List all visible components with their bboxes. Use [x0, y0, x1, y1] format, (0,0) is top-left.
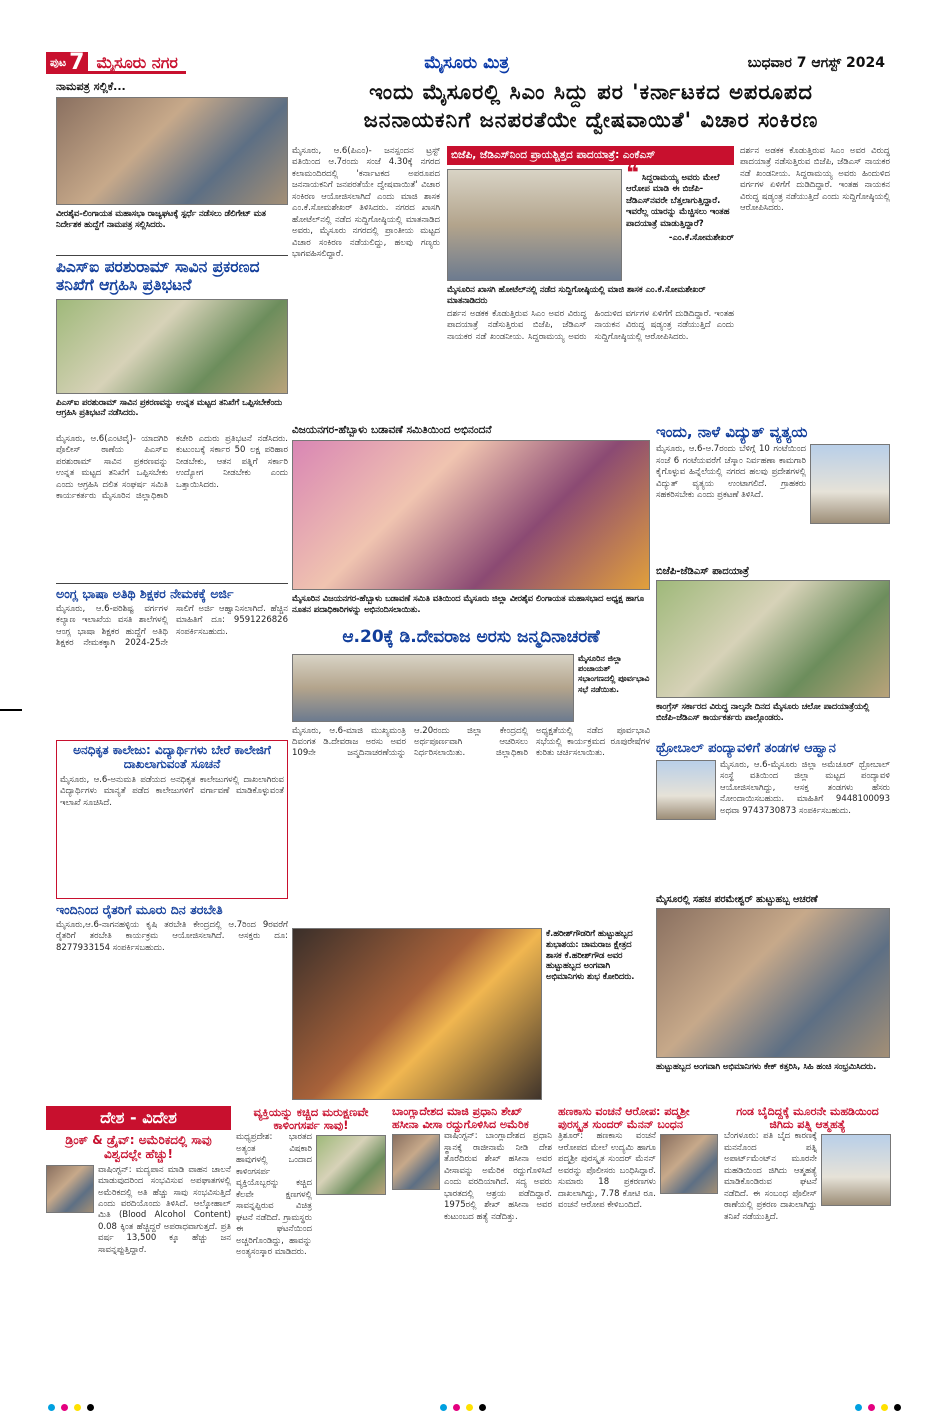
print-registration-dots-center — [440, 1404, 486, 1414]
menon-body: ತ್ರಿಶೂರ್: ಹಣಕಾಸು ವಂಚನೆ ಆರೋಪದ ಮೇಲೆ ಉದ್ಯಮಿ ಹಾಗೂ ಪದ್ಮಶ್ರೀ ಪುರಸ್ಕೃತ ಸುಂದರ್ ಮೆನನ್ ಅವರನ್ನು ಪೊಲೀಸರು ಬಂಧಿಸಿದ್ದಾರೆ. ಸುಮಾರು 18 ಪ್ರಕರಣಗಳು ದಾಖಲಾಗಿದ್ದು, 7.78 ಕೋಟಿ ರೂ. ವಂಚನೆ ಆರೋಪ ಕೇಳಿಬಂದಿದೆ. — [558, 1131, 656, 1211]
meeting-photo — [292, 654, 574, 722]
padayatra-kicker: ಬಿಜೆಪಿ-ಜೆಡಿಎಸ್ ಪಾದಯಾತ್ರೆ — [656, 566, 750, 577]
harish-story — [292, 928, 650, 1100]
quote-mark-icon: ❝ — [626, 161, 639, 186]
snake-body: ಮಧ್ಯಪ್ರದೇಶ: ಭಾರತದ ಅತ್ಯಂತ ವಿಷಕಾರಿ ಹಾವುಗಳಲ್ಲಿ ಒಂದಾದ ಕಾಳಿಂಗಸರ್ಪ ವ್ಯಕ್ತಿಯೊಬ್ಬರನ್ನು ಕಚ್ಚಿದ ಕೆಲವೇ ಕ್ಷಣಗಳಲ್ಲಿ ಸಾವನ್ನಪ್ಪಿರುವ ವಿಚಿತ್ರ ಘಟನೆ ನಡೆದಿದೆ. ಗ್ರಾಮಸ್ಥರು ಈ ಘಟನೆಯಿಂದ ಅಚ್ಚರಿಗೊಂಡಿದ್ದು, ಹಾವನ್ನು ಅಂತ್ಯಸಂಸ್ಕಾರ ಮಾಡಿದರು. — [236, 1132, 312, 1258]
lead-col1 — [292, 146, 440, 416]
page-number: 7 — [69, 50, 85, 75]
snake-story — [236, 1106, 386, 1396]
press-meet-caption: ಮೈಸೂರಿನ ಖಾಸಗಿ ಹೋಟೆಲ್‌ನಲ್ಲಿ ನಡೆದ ಸುದ್ದಿಗೋಷ್ಠಿಯಲ್ಲಿ ಮಾಜಿ ಶಾಸಕ ಎಂ.ಕೆ.ಸೋಮಶೇಖರ್ ಮಾತನಾಡಿದರು — [447, 284, 706, 305]
black-dot — [479, 1404, 486, 1411]
teacher-headline: ಅಂಗ್ಲ ಭಾಷಾ ಅತಿಥಿ ಶಿಕ್ಷಕರ ನೇಮಕಕ್ಕೆ ಅರ್ಜಿ — [56, 585, 234, 601]
cyan-dot — [440, 1404, 447, 1411]
hasina-story — [392, 1106, 552, 1396]
drink-drive-headline: ಡ್ರಿಂಕ್ & ಡ್ರೈವ್: ಅಮೆರಿಕದಲ್ಲಿ ಸಾವು ವಿಶ್ವದಲ್ಲೇ ಹೆಚ್ಚು! — [65, 1134, 212, 1161]
birthday-photo — [656, 908, 890, 1058]
masthead: ಮೈಸೂರು ಮಿತ್ರ — [424, 53, 510, 73]
lead-body-center: ದರ್ಶನ ಅಡಕಕ ಕೊಡುತ್ತಿರುವ ಸಿಎಂ ಅವರ ವಿರುದ್ಧ ಪಾದಯಾತ್ರೆ ನಡೆಸುತ್ತಿರುವ ಬಿಜೆಪಿ, ಜೆಡಿಎಸ್ ನಾಯಕರ ನಡೆ ಖಂಡನೀಯ. ಸಿದ್ದರಾಮಯ್ಯ ಅವರು ಹಿಂದುಳಿದ ವರ್ಗಗಳ ಏಳಿಗೆಗೆ ದುಡಿದಿದ್ದಾರೆ. ಇಂತಹ ನಾಯಕನ ವಿರುದ್ಧ ಷಡ್ಯಂತ್ರ ನಡೆಯುತ್ತಿದೆ ಎಂದು ಸುದ್ದಿಗೋಷ್ಠಿಯಲ್ಲಿ ಆರೋಪಿಸಿದರು. — [447, 308, 734, 342]
devaraj-headline: ಆ.20ಕ್ಕೆ ಡಿ.ದೇವರಾಜ ಅರಸು ಜನ್ಮದಿನಾಚರಣೆ — [342, 628, 600, 647]
black-dot — [87, 1404, 94, 1411]
power-story — [656, 424, 890, 564]
magenta-dot — [453, 1404, 460, 1411]
lead-headline-line2: ಜನನಾಯಕನಿಗೆ ಜನಪರತೆಯೇ ದ್ವೇಷವಾಯಿತೆ' ವಿಚಾರ ಸಂಕಿರಣ — [363, 108, 819, 133]
cyan-dot — [48, 1404, 55, 1411]
divider — [56, 583, 288, 584]
drink-drive-photo — [46, 1165, 94, 1213]
section-tag: ದೇಶ - ವಿದೇಶ — [46, 1106, 231, 1130]
padayatra-caption: ಕಾಂಗ್ರೆಸ್ ಸರ್ಕಾರದ ವಿರುದ್ಧ ನಾಲ್ಕನೇ ದಿನದ ಮೈಸೂರು ಚಲೋ ಪಾದಯಾತ್ರೆಯಲ್ಲಿ ಬಿಜೆಪಿ-ಜೆಡಿಎಸ್ ಕಾರ್ಯಕರ್ತರು ಪಾಲ್ಗೊಂಡರು. — [656, 701, 870, 722]
felicitation-caption: ಮೈಸೂರಿನ ವಿಜಯನಗರ-ಹೆಬ್ಬಾಳು ಬಡಾವಣೆ ಸಮಿತಿ ವತಿಯಿಂದ ಮೈಸೂರು ಜಿಲ್ಲಾ ವೀರಶೈವ ಲಿಂಗಾಯತ ಮಹಾಸಭಾದ ಅಧ್ಯಕ್ಷ ಹಾಗೂ ನೂತನ ಪದಾಧಿಕಾರಿಗಳನ್ನು ಅಭಿನಂದಿಸಲಾಯಿತು. — [292, 593, 645, 614]
snake-photo — [316, 1135, 386, 1195]
devaraj-body: ಮೈಸೂರು, ಆ.6-ಮಾಜಿ ಮುಖ್ಯಮಂತ್ರಿ ದಿವಂಗತ ಡಿ.ದೇವರಾಜ ಅರಸು ಅವರ 109ನೇ ಜನ್ಮದಿನಾಚರಣೆಯನ್ನು ಆ.20ರಂದು ಜಿಲ್ಲಾ ಕೇಂದ್ರದಲ್ಲಿ ಅರ್ಥಪೂರ್ಣವಾಗಿ ಆಚರಿಸಲು ನಿರ್ಧರಿಸಲಾಯಿತು. ಜಿಲ್ಲಾಧಿಕಾರಿ ಅಧ್ಯಕ್ಷತೆಯಲ್ಲಿ ನಡೆದ ಪೂರ್ವಭಾವಿ ಸಭೆಯಲ್ಲಿ ಕಾರ್ಯಕ್ರಮದ ರೂಪುರೇಷೆಗಳ ಕುರಿತು ಚರ್ಚಿಸಲಾಯಿತು. — [292, 725, 650, 759]
harish-birthday-photo — [292, 928, 542, 1100]
protest-caption: ಪಿಎಸ್‌ಐ ಪರಶುರಾಮ್ ಸಾವಿನ ಪ್ರಕರಣವನ್ನು ಉನ್ನತ ಮಟ್ಟದ ತನಿಖೆಗೆ ಒಪ್ಪಿಸಬೇಕೆಂದು ಆಗ್ರಹಿಸಿ ಪ್ರತಿಭಟನೆ ನಡೆಸಿದರು. — [56, 396, 283, 418]
section-city: ಮೈಸೂರು ನಗರ — [88, 52, 185, 74]
meeting-caption: ಮೈಸೂರಿನ ಜಿಲ್ಲಾ ಪಂಚಾಯತ್ ಸಭಾಂಗಣದಲ್ಲಿ ಪೂರ್ವಭಾವಿ ಸಭೆ ನಡೆಯಿತು. — [578, 653, 650, 694]
print-registration-dots-right — [855, 1404, 901, 1414]
padayatra-photo — [656, 580, 890, 698]
quote-attribution: -ಎಂ.ಕೆ.ಸೋಮಶೇಖರ್ — [668, 233, 734, 244]
hasina-body: ವಾಷಿಂಗ್ಟನ್: ಬಾಂಗ್ಲಾದೇಶದ ಪ್ರಧಾನಿ ಸ್ಥಾನಕ್ಕೆ ರಾಜೀನಾಮೆ ನೀಡಿ ದೇಶ ತೊರೆದಿರುವ ಶೇಖ್ ಹಸೀನಾ ಅವರ ವೀಸಾವನ್ನು ಅಮೆರಿಕ ರದ್ದುಗೊಳಿಸಿದೆ ಎಂದು ವರದಿಯಾಗಿದೆ. ಸದ್ಯ ಅವರು ಭಾರತದಲ್ಲಿ ಆಶ್ರಯ ಪಡೆದಿದ್ದಾರೆ. 1975ರಲ್ಲಿ ಶೇಖ್ ಹಸೀನಾ ಅವರ ಕುಟುಂಬದ ಹತ್ಯೆ ನಡೆದಿತ್ತು. — [444, 1131, 552, 1222]
nomination-caption: ವೀರಶೈವ-ಲಿಂಗಾಯತ ಮಹಾಸಭಾ ರಾಜ್ಯಘಟಕ್ಕೆ ಸ್ಪರ್ಧೆ ನಡೆಸಲು ಡೆಲಿಗೇಟ್ ಮತ ನಿರ್ದೇಶಕ ಹುದ್ದೆಗೆ ನಾಮಪತ್ರ ಸಲ್ಲಿಸಿದರು. — [56, 208, 266, 229]
harish-caption: ಕೆ.ಹರೀಶ್‌ಗೌಡರಿಗೆ ಹುಟ್ಟುಹಬ್ಬದ ಶುಭಾಶಯ: ಚಾಮರಾಜ ಕ್ಷೇತ್ರದ ಶಾಸಕ ಕೆ.ಹರೀಶ್‌ಗೌಡ ಅವರ ಹುಟ್ಟುಹಬ್ಬದ ಅಂಗವಾಗಿ ಅಭಿಮಾನಿಗಳು ಶುಭ ಕೋರಿದರು. — [546, 928, 635, 982]
college-body: ಮೈಸೂರು, ಆ.6-ಅನುಮತಿ ಪಡೆಯದ ಅನಧಿಕೃತ ಕಾಲೇಜುಗಳಲ್ಲಿ ದಾಖಲಾಗಿರುವ ವಿದ್ಯಾರ್ಥಿಗಳು ಮಾನ್ಯತೆ ಪಡೆದ ಕಾಲೇಜುಗಳಿಗೆ ವರ್ಗಾವಣೆ ಮಾಡಿಕೊಳ್ಳುವಂತೆ ಇಲಾಖೆ ಸೂಚಿಸಿದೆ. — [60, 774, 284, 808]
lead-body-3: ದರ್ಶನ ಅಡಕಕ ಕೊಡುತ್ತಿರುವ ಸಿಎಂ ಅವರ ವಿರುದ್ಧ ಪಾದಯಾತ್ರೆ ನಡೆಸುತ್ತಿರುವ ಬಿಜೆಪಿ, ಜೆಡಿಎಸ್ ನಾಯಕರ ನಡೆ ಖಂಡನೀಯ. ಸಿದ್ದರಾಮಯ್ಯ ಅವರು ಹಿಂದುಳಿದ ವರ್ಗಗಳ ಏಳಿಗೆಗೆ ದುಡಿದಿದ್ದಾರೆ. ಇಂತಹ ನಾಯಕನ ವಿರುದ್ಧ ಷಡ್ಯಂತ್ರ ನಡೆಯುತ್ತಿದೆ ಎಂದು ಸುದ್ದಿಗೋಷ್ಠಿಯಲ್ಲಿ ಆರೋಪಿಸಿದರು. — [740, 146, 890, 214]
lead-center — [447, 146, 734, 416]
suicide-photo — [821, 1134, 891, 1206]
lead-quote — [626, 161, 734, 281]
hasina-photo — [392, 1134, 440, 1190]
page-label: ಪುಟ — [50, 56, 67, 69]
national-international-section — [46, 1106, 891, 1398]
training-headline: ಇಂದಿನಿಂದ ರೈತರಿಗೆ ಮೂರು ದಿನ ತರಬೇತಿ — [56, 901, 223, 917]
training-body: ಮೈಸೂರು,ಆ.6-ನಾಗನಹಳ್ಳಿಯ ಕೃಷಿ ತರಬೇತಿ ಕೇಂದ್ರದಲ್ಲಿ ಆ.7ರಿಂದ 9ರವರೆಗೆ ರೈತರಿಗೆ ತರಬೇತಿ ಕಾರ್ಯಕ್ರಮ ಆಯೋಜಿಸಲಾಗಿದೆ. ಆಸಕ್ತರು ದೂ: 8277933154 ಸಂಪರ್ಕಿಸಬಹುದು. — [56, 919, 288, 953]
page-number-tag — [46, 52, 88, 74]
throwball-body: ಮೈಸೂರು, ಆ.6-ಮೈಸೂರು ಜಿಲ್ಲಾ ಅಮೆಚೂರ್ ಥ್ರೋಬಾಲ್ ಸಂಸ್ಥೆ ವತಿಯಿಂದ ಜಿಲ್ಲಾ ಮಟ್ಟದ ಪಂದ್ಯಾವಳಿ ಆಯೋಜಿಸಲಾಗಿದ್ದು, ಆಸಕ್ತ ತಂಡಗಳು ಹೆಸರು ನೋಂದಾಯಿಸಬಹುದು. ಮಾಹಿತಿಗೆ 9448100093 ಅಥವಾ 9743730873 ಸಂಪರ್ಕಿಸಬಹುದು. — [720, 759, 890, 816]
magenta-dot — [868, 1404, 875, 1411]
suicide-story — [724, 1106, 891, 1396]
birthday-caption: ಹುಟ್ಟುಹಬ್ಬದ ಅಂಗವಾಗಿ ಅಭಿಮಾನಿಗಳು ಕೇಕ್ ಕತ್ತರಿಸಿ, ಸಿಹಿ ಹಂಚಿ ಸಂಭ್ರಮಿಸಿದರು. — [656, 1061, 877, 1071]
nomination-photo — [56, 97, 288, 205]
divider — [56, 255, 288, 256]
throwball-photo — [656, 760, 716, 820]
page-header — [46, 50, 891, 76]
psi-headline: ಪಿಎಸ್‌ಐ ಪರಶುರಾಮ್ ಸಾವಿನ ಪ್ರಕರಣದ ತನಿಖೆಗೆ ಆಗ್ರಹಿಸಿ ಪ್ರತಿಭಟನೆ — [56, 258, 260, 294]
throwball-headline: ಥ್ರೋಬಾಲ್ ಪಂದ್ಯಾವಳಿಗೆ ತಂಡಗಳ ಆಹ್ವಾನ — [656, 742, 836, 756]
press-meet-photo — [447, 169, 622, 281]
college-notice-box — [56, 740, 288, 899]
lead-col3 — [740, 146, 890, 416]
nomination-kicker: ನಾಮಪತ್ರ ಸಲ್ಲಿಕೆ... — [56, 80, 126, 93]
yellow-dot — [74, 1404, 81, 1411]
protest-photo — [56, 299, 288, 394]
transmission-tower-photo — [810, 444, 890, 524]
padayatra-story — [656, 566, 890, 738]
birthday-story — [656, 894, 890, 1100]
menon-headline: ಹಣಕಾಸು ವಂಚನೆ ಆರೋಪ: ಪದ್ಮಶ್ರೀ ಪುರಸ್ಕೃತ ಸುಂದರ್ ಮೆನನ್ ಬಂಧನ — [558, 1106, 690, 1131]
snake-headline: ವ್ಯಕ್ತಿಯನ್ನು ಕಚ್ಚಿದ ಮರುಕ್ಷಣವೇ ಕಾಳಿಂಗಸರ್ಪ ಸಾವು! — [253, 1106, 369, 1133]
lead-story — [292, 80, 890, 420]
menon-story — [558, 1106, 718, 1396]
teacher-body: ಮೈಸೂರು, ಆ.6-ಪರಿಶಿಷ್ಟ ವರ್ಗಗಳ ಕಲ್ಯಾಣ ಇಲಾಖೆಯ ವಸತಿ ಶಾಲೆಗಳಲ್ಲಿ ಆಂಗ್ಲ ಭಾಷಾ ಶಿಕ್ಷಕರ ಹುದ್ದೆಗೆ ಅತಿಥಿ ಶಿಕ್ಷಕರ ನೇಮಕಕ್ಕಾಗಿ 2024-25ನೇ ಸಾಲಿಗೆ ಅರ್ಜಿ ಆಹ್ವಾನಿಸಲಾಗಿದೆ. ಹೆಚ್ಚಿನ ಮಾಹಿತಿಗೆ ದೂ: 9591226826 ಸಂಪರ್ಕಿಸಬಹುದು. — [56, 604, 288, 649]
yellow-dot — [466, 1404, 473, 1411]
magenta-dot — [61, 1404, 68, 1411]
lead-headline-line1: ಇಂದು ಮೈಸೂರಲ್ಲಿ ಸಿಎಂ ಸಿದ್ದು ಪರ 'ಕರ್ನಾಟಕದ ಅಪರೂಪದ — [369, 80, 813, 104]
margin-mark — [0, 709, 22, 711]
power-headline: ಇಂದು, ನಾಳೆ ವಿದ್ಯುತ್ ವ್ಯತ್ಯಯ — [656, 424, 808, 441]
devaraj-story — [292, 628, 650, 928]
psi-body: ಮೈಸೂರು, ಆ.6(ಎಂಟಿವೈ)- ಯಾದಗಿರಿ ಪೊಲೀಸ್ ಠಾಣೆಯ ಪಿಎಸ್‌ಐ ಪರಶುರಾಮ್ ಸಾವಿನ ಪ್ರಕರಣವನ್ನು ಉನ್ನತ ಮಟ್ಟದ ತನಿಖೆಗೆ ಒಪ್ಪಿಸಬೇಕು ಎಂದು ಆಗ್ರಹಿಸಿ ದಲಿತ ಸಂಘರ್ಷ ಸಮಿತಿ ಕಾರ್ಯಕರ್ತರು ಮೈಸೂರಿನ ಜಿಲ್ಲಾಧಿಕಾರಿ ಕಚೇರಿ ಎದುರು ಪ್ರತಿಭಟನೆ ನಡೆಸಿದರು. ಕುಟುಂಬಕ್ಕೆ ಸರ್ಕಾರ 50 ಲಕ್ಷ ಪರಿಹಾರ ನೀಡಬೇಕು, ಆತನ ಪತ್ನಿಗೆ ಸರ್ಕಾರಿ ಉದ್ಯೋಗ ನೀಡಬೇಕು ಎಂದು ಒತ್ತಾಯಿಸಿದರು. — [56, 433, 288, 501]
power-body: ಮೈಸೂರು, ಆ.6-ಆ.7ರಂದು ಬೆಳಿಗ್ಗೆ 10 ಗಂಟೆಯಿಂದ ಸಂಜೆ 6 ಗಂಟೆಯವರೆಗೆ ಚೆಸ್ಕಾಂ ನಿರ್ವಹಣಾ ಕಾಮಗಾರಿ ಕೈಗೊಳ್ಳುವ ಹಿನ್ನೆಲೆಯಲ್ಲಿ ನಗರದ ಹಲವು ಪ್ರದೇಶಗಳಲ್ಲಿ ವಿದ್ಯುತ್ ವ್ಯತ್ಯಯ ಉಂಟಾಗಲಿದೆ. ಗ್ರಾಹಕರು ಸಹಕರಿಸಬೇಕು ಎಂದು ಪ್ರಕಟಣೆ ತಿಳಿಸಿದೆ. — [656, 444, 806, 501]
suicide-headline: ಗಂಡ ಬೈದಿದ್ದಕ್ಕೆ ಮೂರನೇ ಮಹಡಿಯಿಂದ ಜಿಗಿದು ಪತ್ನಿ ಆತ್ಮಹತ್ಯೆ — [736, 1106, 879, 1131]
college-headline: ಅನಧಿಕೃತ ಕಾಲೇಜು: ವಿದ್ಯಾರ್ಥಿಗಳು ಬೇರೆ ಕಾಲೇಜಿಗೆ ದಾಖಲಾಗುವಂತೆ ಸೂಚನೆ — [73, 743, 271, 771]
throwball-story — [656, 742, 890, 892]
drink-drive-story — [46, 1134, 231, 1396]
dateline: ಬುಧವಾರ 7 ಆಗಸ್ಟ್ 2024 — [747, 55, 885, 71]
drink-drive-body: ವಾಷಿಂಗ್ಟನ್: ಮದ್ಯಪಾನ ಮಾಡಿ ವಾಹನ ಚಾಲನೆ ಮಾಡುವುದರಿಂದ ಸಂಭವಿಸುವ ಅಪಘಾತಗಳಲ್ಲಿ ಅಮೆರಿಕದಲ್ಲಿ ಅತಿ ಹೆಚ್ಚು ಸಾವು ಸಂಭವಿಸುತ್ತಿದೆ ಎಂದು ವರದಿಯೊಂದು ತಿಳಿಸಿದೆ. ಆಲ್ಕೋಹಾಲ್ ಮಿತಿ (Blood Alcohol Content) 0.08 ಕ್ಕಿಂತ ಹೆಚ್ಚಿದ್ದರೆ ಅಪರಾಧವಾಗುತ್ತದೆ. ಪ್ರತಿ ವರ್ಷ 13,500 ಕ್ಕೂ ಹೆಚ್ಚು ಜನ ಸಾವನ್ನಪ್ಪುತ್ತಿದ್ದಾರೆ. — [98, 1164, 231, 1255]
lead-body-1: ಮೈಸೂರು, ಆ.6(ಪಿಎಂ)- ಜನಸ್ಪಂದನ ಟ್ರಸ್ಟ್ ವತಿಯಿಂದ ಆ.7ರಂದು ಸಂಜೆ 4.30ಕ್ಕೆ ನಗರದ ಕಲಾಮಂದಿರದಲ್ಲಿ 'ಕರ್ನಾಟಕದ ಅಪರೂಪದ ಜನನಾಯಕನಿಗೆ ಜನಪರತೆಯೇ ದ್ವೇಷವಾಯಿತೆ' ವಿಚಾರ ಸಂಕಿರಣ ಆಯೋಜಿಸಲಾಗಿದೆ ಎಂದು ಮಾಜಿ ಶಾಸಕ ಎಂ.ಕೆ.ಸೋಮಶೇಖರ್ ತಿಳಿಸಿದರು. ನಗರದ ಖಾಸಗಿ ಹೋಟೆಲ್‌ನಲ್ಲಿ ನಡೆದ ಸುದ್ದಿಗೋಷ್ಠಿಯಲ್ಲಿ ಮಾತನಾಡಿದ ಅವರು, ಮೈಸೂರು ನಗರದಲ್ಲಿ ಪ್ರಾಂತೀಯ ಮಟ್ಟದ ವಿಚಾರ ಸಂಕಿರಣ ನಡೆಯಲಿದ್ದು, ಹಲವು ಗಣ್ಯರು ಭಾಗವಹಿಸಲಿದ್ದಾರೆ. — [292, 146, 440, 260]
print-registration-dots-left — [48, 1404, 94, 1414]
vijayanagar-story — [292, 424, 650, 624]
black-dot — [894, 1404, 901, 1411]
cyan-dot — [855, 1404, 862, 1411]
left-column — [56, 80, 288, 1100]
yellow-dot — [881, 1404, 888, 1411]
menon-photo — [660, 1134, 718, 1194]
vijayanagar-kicker: ವಿಜಯನಗರ-ಹೆಬ್ಬಾಳು ಬಡಾವಣೆ ಸಮಿತಿಯಿಂದ ಅಭಿನಂದನೆ — [292, 424, 492, 436]
hasina-headline: ಬಾಂಗ್ಲಾದೇಶದ ಮಾಜಿ ಪ್ರಧಾನಿ ಶೇಖ್ ಹಸೀನಾ ವೀಸಾ ರದ್ದುಗೊಳಿಸಿದ ಅಮೆರಿಕ — [392, 1106, 529, 1131]
birthday-kicker: ಮೈಸೂರಲ್ಲಿ ಸಹಚ ಪರಮೇಶ್ವರ್ ಹುಟ್ಟುಹಬ್ಬ ಆಚರಣೆ — [656, 894, 818, 905]
lead-subhead: ಬಿಜೆಪಿ, ಜೆಡಿಎಸ್‌ನಿಂದ ಪ್ರಾಯಶ್ಚಿತ್ತದ ಪಾದಯಾತ್ರೆ: ಎಂಕೆಎಸ್ — [447, 146, 734, 165]
suicide-body: ಬೆಂಗಳೂರು: ಪತಿ ಬೈದ ಕಾರಣಕ್ಕೆ ಮನನೊಂದ ಪತ್ನಿ ಅಪಾರ್ಟ್‌ಮೆಂಟ್‌ನ ಮೂರನೇ ಮಹಡಿಯಿಂದ ಜಿಗಿದು ಆತ್ಮಹತ್ಯೆ ಮಾಡಿಕೊಂಡಿರುವ ಘಟನೆ ನಡೆದಿದೆ. ಈ ಸಂಬಂಧ ಪೊಲೀಸ್ ಠಾಣೆಯಲ್ಲಿ ಪ್ರಕರಣ ದಾಖಲಾಗಿದ್ದು ತನಿಖೆ ನಡೆಯುತ್ತಿದೆ. — [724, 1131, 817, 1222]
quote-text: ಸಿದ್ದರಾಮಯ್ಯ ಅವರು ಮೇಲೆ ಆರೋಪ ಮಾಡಿ ಈ ಬಿಜೆಪಿ-ಜೆಡಿಎಸ್‌ನವರೇ ಬೆತ್ತಲಾಗುತ್ತಿದ್ದಾರೆ. ಇವರೆಲ್ಲ ಯಾರನ್ನು ಮೆಚ್ಚಿಸಲು ಇಂತಹ ಪಾದಯಾತ್ರೆ ಮಾಡುತ್ತಿದ್ದಾರೆ? — [626, 173, 730, 229]
felicitation-photo — [292, 440, 650, 590]
